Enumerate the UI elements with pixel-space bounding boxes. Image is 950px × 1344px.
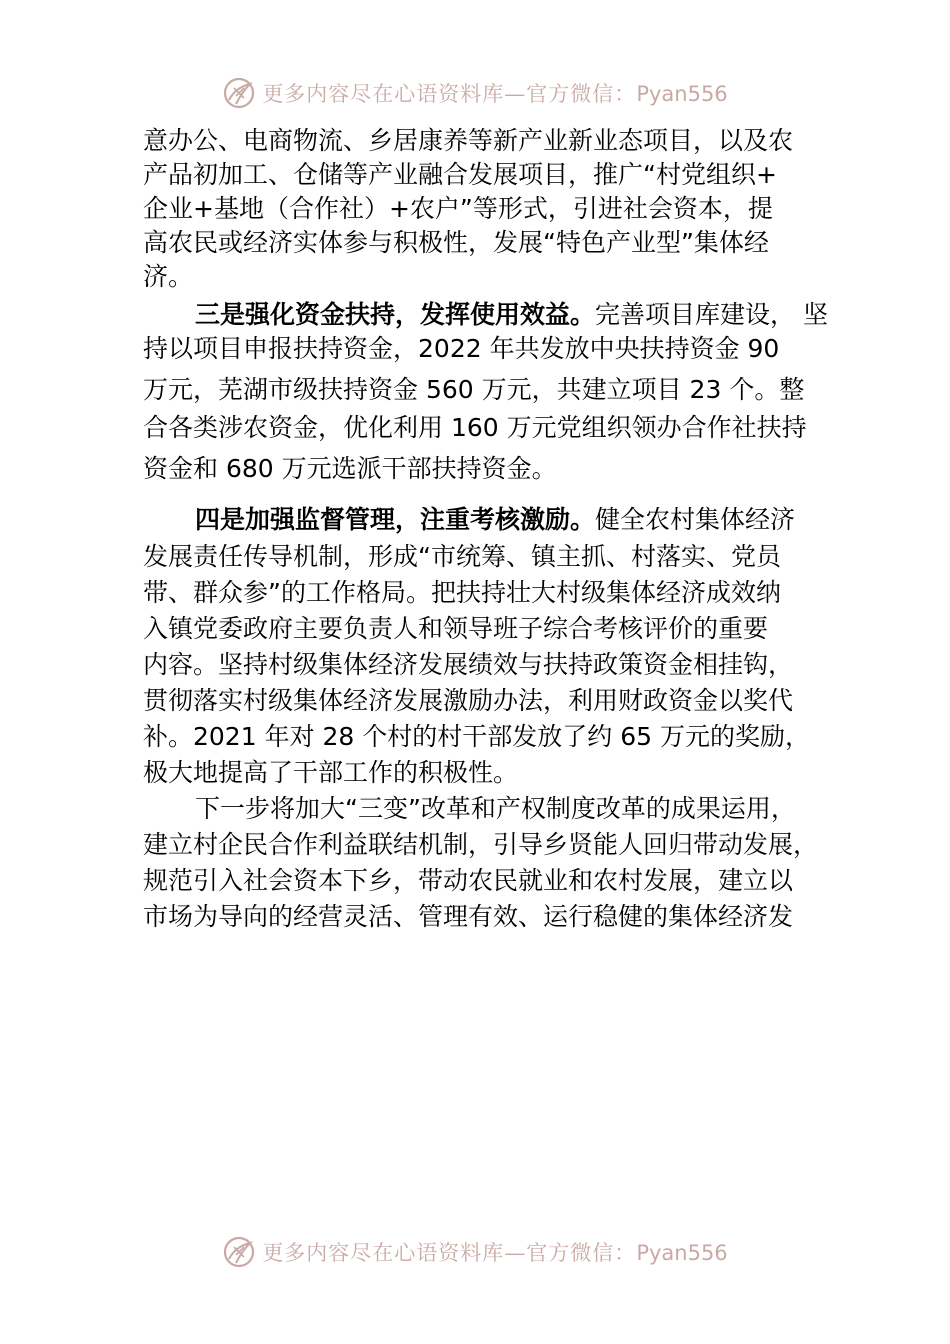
watermark-logo-icon bbox=[222, 1235, 256, 1269]
body-line: 意办公、电商物流、乡居康养等新产业新业态项目，以及农 bbox=[143, 126, 794, 155]
body-line: 万元，芜湖市级扶持资金 560 万元，共建立项目 23 个。整 bbox=[143, 375, 805, 404]
body-line: 企业+基地（合作社）+农户”等形式，引进社会资本，提 bbox=[143, 194, 773, 223]
body-line: 高农民或经济实体参与积极性，发展“特色产业型”集体经 bbox=[143, 228, 769, 257]
body-line: 持以项目申报扶持资金，2022 年共发放中央扶持资金 90 bbox=[143, 334, 780, 363]
body-line: 建立村企民合作利益联结机制，引导乡贤能人回归带动发展， bbox=[143, 830, 819, 859]
section-heading-3: 三是强化资金扶持，发挥使用效益。 bbox=[195, 300, 596, 329]
body-line: 入镇党委政府主要负责人和领导班子综合考核评价的重要 bbox=[143, 614, 769, 643]
body-line: 市场为导向的经营灵活、管理有效、运行稳健的集体经济发 bbox=[143, 902, 794, 931]
body-line: 济。 bbox=[143, 262, 194, 291]
watermark-logo-icon bbox=[222, 76, 256, 110]
body-line: 内容。坚持村级集体经济发展绩效与扶持政策资金相挂钩， bbox=[143, 650, 794, 679]
body-line: 发展责任传导机制，形成“市统筹、镇主抓、村落实、党员 bbox=[143, 542, 781, 571]
body-line: 规范引入社会资本下乡，带动农民就业和农村发展，建立以 bbox=[143, 866, 794, 895]
body-line: 极大地提高了干部工作的积极性。 bbox=[143, 758, 519, 787]
body-line: 合各类涉农资金，优化利用 160 万元党组织领办合作社扶持 bbox=[143, 413, 807, 442]
body-line: 下一步将加大“三变”改革和产权制度改革的成果运用， bbox=[195, 794, 796, 823]
header-watermark bbox=[0, 73, 950, 113]
body-line: 资金和 680 万元选派干部扶持资金。 bbox=[143, 454, 557, 483]
footer-watermark bbox=[0, 1232, 950, 1272]
body-line: 贯彻落实村级集体经济发展激励办法，利用财政资金以奖代 bbox=[143, 686, 794, 715]
paragraph-4-first-line: 四是加强监督管理，注重考核激励。健全农村集体经济 bbox=[195, 505, 796, 534]
section-heading-4: 四是加强监督管理，注重考核激励。 bbox=[195, 505, 596, 534]
watermark-text: 更多内容尽在心语资料库—官方微信：Pyan556 bbox=[262, 82, 728, 106]
watermark-id: Pyan556 bbox=[636, 1241, 728, 1265]
body-line: 产品初加工、仓储等产业融合发展项目，推广“村党组织+ bbox=[143, 160, 777, 189]
body-line: 补。2021 年对 28 个村的村干部发放了约 65 万元的奖励， bbox=[143, 722, 810, 751]
paragraph-3-first-line: 三是强化资金扶持，发挥使用效益。完善项目库建设， 坚 bbox=[195, 300, 828, 329]
watermark-id: Pyan556 bbox=[636, 82, 728, 106]
body-line: 带、群众参”的工作格局。把扶持壮大村级集体经济成效纳 bbox=[143, 578, 781, 607]
watermark-text: 更多内容尽在心语资料库—官方微信：Pyan556 bbox=[262, 1241, 728, 1265]
